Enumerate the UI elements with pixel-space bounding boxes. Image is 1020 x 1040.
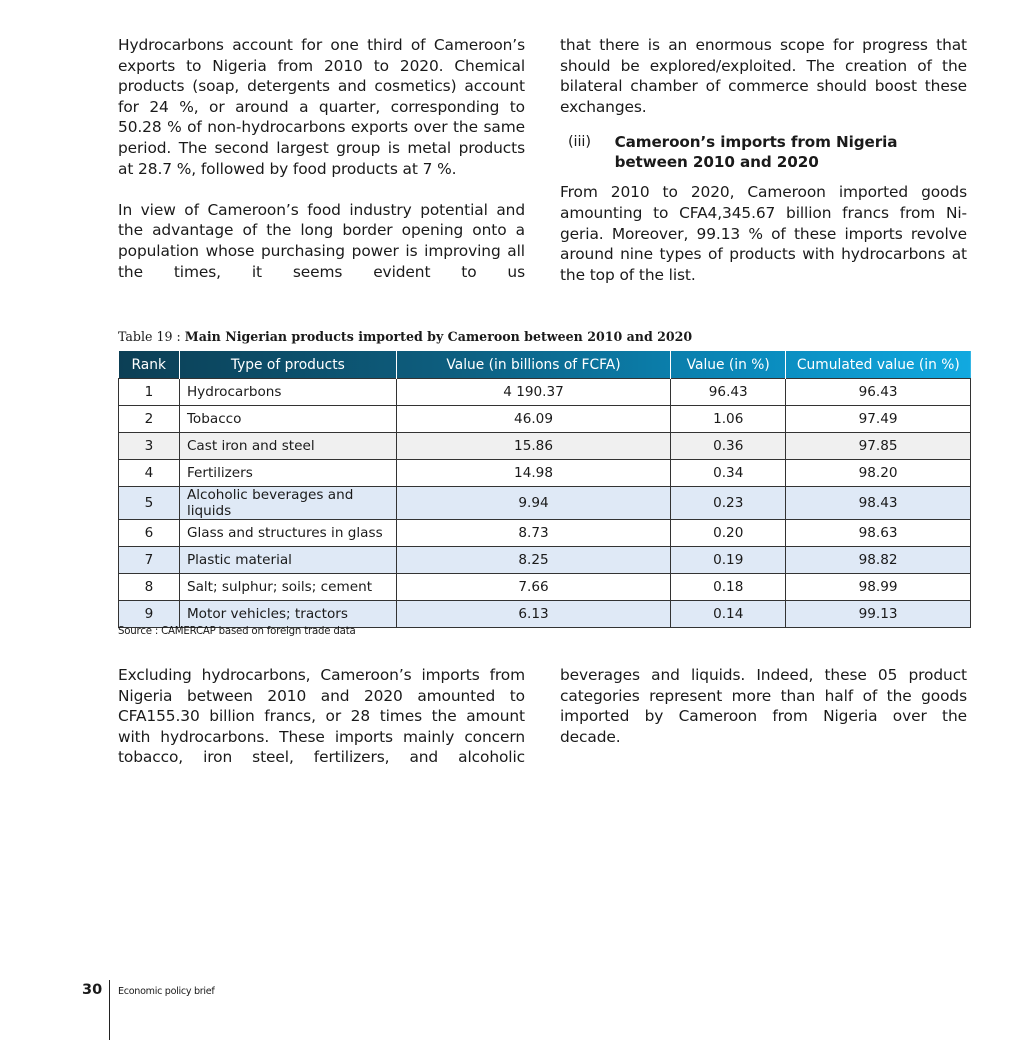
cell-percent: 0.14 [671,601,786,628]
paragraph-non-hydrocarbons: Excluding hydrocarbons, Cameroon’s imports from Nigeria between 2010 and 2020 amounted to CFA155.30 billion francs, or 28 times the amount with hydrocarbons. These imports mainly concern tobacco, iron steel, fertilizers, and alcoholic [118,666,525,767]
cell-value: 46.09 [396,406,671,433]
cell-product: Fertilizers [179,460,396,487]
page-number: 30 [82,982,103,998]
cell-rank: 2 [119,406,180,433]
table-row [119,406,971,433]
cell-value: 8.73 [396,520,671,547]
table-header-row [119,351,971,379]
left-column-bottom [118,665,525,768]
footer-divider [109,980,110,1040]
cell-percent: 0.34 [671,460,786,487]
subsection-heading [560,132,967,172]
table-row [119,433,971,460]
cell-cumulated: 98.20 [786,460,971,487]
cell-value: 7.66 [396,574,671,601]
cell-value: 4 190.37 [396,379,671,406]
subsection-number: (iii) [568,134,591,151]
header-percent: Value (in %) [671,351,786,379]
table-row [119,520,971,547]
table-row [119,601,971,628]
cell-cumulated: 99.13 [786,601,971,628]
cell-cumulated: 97.85 [786,433,971,460]
subsection-title: Cameroon’s imports from Nigeria between 2010 and 2020 [614,133,898,172]
header-rank: Rank [131,356,166,373]
table-row [119,460,971,487]
right-column-top [560,35,967,285]
cell-cumulated: 98.99 [786,574,971,601]
cell-product: Cast iron and steel [179,433,396,460]
cell-percent: 0.20 [671,520,786,547]
paragraph-food-industry: In view of Cameroon’s food industry potential and the advantage of the long border opening onto a population whose purchasing power is improving all the times, it seems evident to us [118,200,525,281]
left-column-top [118,35,525,282]
cell-cumulated: 96.43 [786,379,971,406]
cell-rank: 1 [119,379,180,406]
header-cumulated: Cumulated value (in %) [786,351,971,379]
header-value: Value (in billions of FCFA) [396,351,671,379]
table-caption-title: Main Nigerian products imported by Cameroon between 2010 and 2020 [184,329,693,344]
table-row [119,379,971,406]
cell-value: 6.13 [396,601,671,628]
paragraph-scope: that there is an enormous scope for progress that should be explored/exploited. The creation of the bilateral chamber of commerce should boost these exchanges. [560,36,967,116]
cell-percent: 0.23 [671,487,786,520]
cell-product: Salt; sulphur; soils; cement [179,574,396,601]
table-caption [118,329,692,344]
paragraph-imports: From 2010 to 2020, Cameroon imported goods amounting to CFA4,345.67 billion francs from Ni-geria. Moreover, 99.13 % of these imports revolve around nine types of products with hydrocarbons at the top of the list. [560,183,967,284]
right-column-bottom [560,665,967,747]
cell-value: 14.98 [396,460,671,487]
cell-rank: 6 [119,520,180,547]
imports-table [118,351,971,628]
cell-rank: 5 [119,487,180,520]
cell-percent: 0.19 [671,547,786,574]
cell-percent: 96.43 [671,379,786,406]
header-product: Type of products [179,351,396,379]
cell-product: Motor vehicles; tractors [179,601,396,628]
cell-product: Alcoholic beverages and liquids [179,487,396,520]
cell-percent: 1.06 [671,406,786,433]
cell-percent: 0.18 [671,574,786,601]
cell-cumulated: 98.82 [786,547,971,574]
table-row [119,574,971,601]
table-row [119,547,971,574]
cell-cumulated: 97.49 [786,406,971,433]
table-source: Source : CAMERCAP based on foreign trade data [118,626,356,637]
cell-product: Plastic material [179,547,396,574]
cell-product: Hydrocarbons [179,379,396,406]
cell-rank: 7 [119,547,180,574]
paragraph-exports: Hydrocarbons account for one third of Cameroon’s exports to Nigeria from 2010 to 2020. Chemical products (soap, detergents and cosmetics) account for 24 %, or around a quarter, corresponding to 50.28 % of non-hydrocarbons exports over the same period. The second largest group is metal products at 28.7 %, followed by food products at 7 %. [118,36,525,178]
cell-product: Glass and structures in glass [179,520,396,547]
cell-cumulated: 98.43 [786,487,971,520]
cell-rank: 9 [119,601,180,628]
cell-product: Tobacco [179,406,396,433]
table-row [119,487,971,520]
cell-percent: 0.36 [671,433,786,460]
cell-rank: 3 [119,433,180,460]
cell-value: 8.25 [396,547,671,574]
cell-rank: 4 [119,460,180,487]
cell-rank: 8 [119,574,180,601]
cell-cumulated: 98.63 [786,520,971,547]
paragraph-categories: beverages and liquids. Indeed, these 05 product categories represent more than half of the goods imported by Cameroon from Nigeria over the decade. [560,666,967,746]
publication-title: Economic policy brief [118,986,215,997]
table-caption-prefix: Table 19 : [118,329,185,344]
cell-value: 15.86 [396,433,671,460]
cell-value: 9.94 [396,487,671,520]
